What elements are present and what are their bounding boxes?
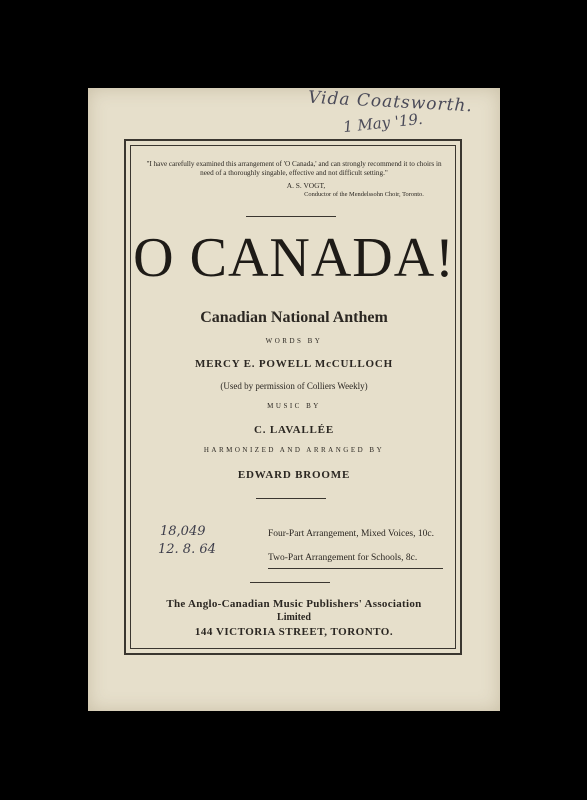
handwritten-catalog-date: 12. 8. 64 — [158, 542, 216, 557]
arrangement-underline — [268, 568, 443, 569]
subtitle: Canadian National Anthem — [200, 309, 388, 326]
handwritten-catalog-number: 18,049 — [160, 524, 206, 539]
music-by-label: MUSIC BY — [267, 402, 321, 410]
permission-note: (Used by permission of Colliers Weekly) — [220, 381, 368, 391]
decorative-border-inner — [130, 145, 456, 649]
publisher-address: 144 VICTORIA STREET, TORONTO. — [194, 626, 394, 638]
arrangement-item: Four-Part Arrangement, Mixed Voices, 10c. — [268, 529, 434, 539]
handwritten-signature-date: 1 May '19. — [342, 109, 424, 137]
publisher-limited: Limited — [277, 612, 311, 623]
harmonized-label: HARMONIZED AND ARRANGED BY — [203, 446, 385, 454]
sheet-music-cover — [88, 88, 500, 711]
endorsement-quote: "I have carefully examined this arrangement of 'O Canada,' and can strongly recommend it to choirs in need of a thoroughly singable, effective and not difficult setting." — [146, 160, 442, 177]
endorsement-role: Conductor of the Mendelssohn Choir, Toronto. — [304, 191, 424, 198]
lyricist-name: MERCY E. POWELL McCULLOCH — [194, 358, 394, 370]
arranger-name: EDWARD BROOME — [237, 469, 351, 481]
publisher-name: The Anglo-Canadian Music Publishers' Association — [166, 598, 422, 610]
handwritten-signature: Vida Coatsworth. — [307, 87, 474, 117]
divider-rule-bottom — [250, 582, 330, 583]
arrangement-item: Two-Part Arrangement for Schools, 8c. — [268, 553, 418, 563]
words-by-label: WORDS BY — [265, 337, 323, 345]
divider-rule-top — [246, 216, 336, 217]
divider-rule-middle — [256, 498, 326, 499]
endorsement-name: A. S. VOGT, — [286, 181, 326, 190]
page-title: O CANADA! — [133, 227, 455, 289]
composer-name: C. LAVALLÉE — [254, 424, 334, 436]
